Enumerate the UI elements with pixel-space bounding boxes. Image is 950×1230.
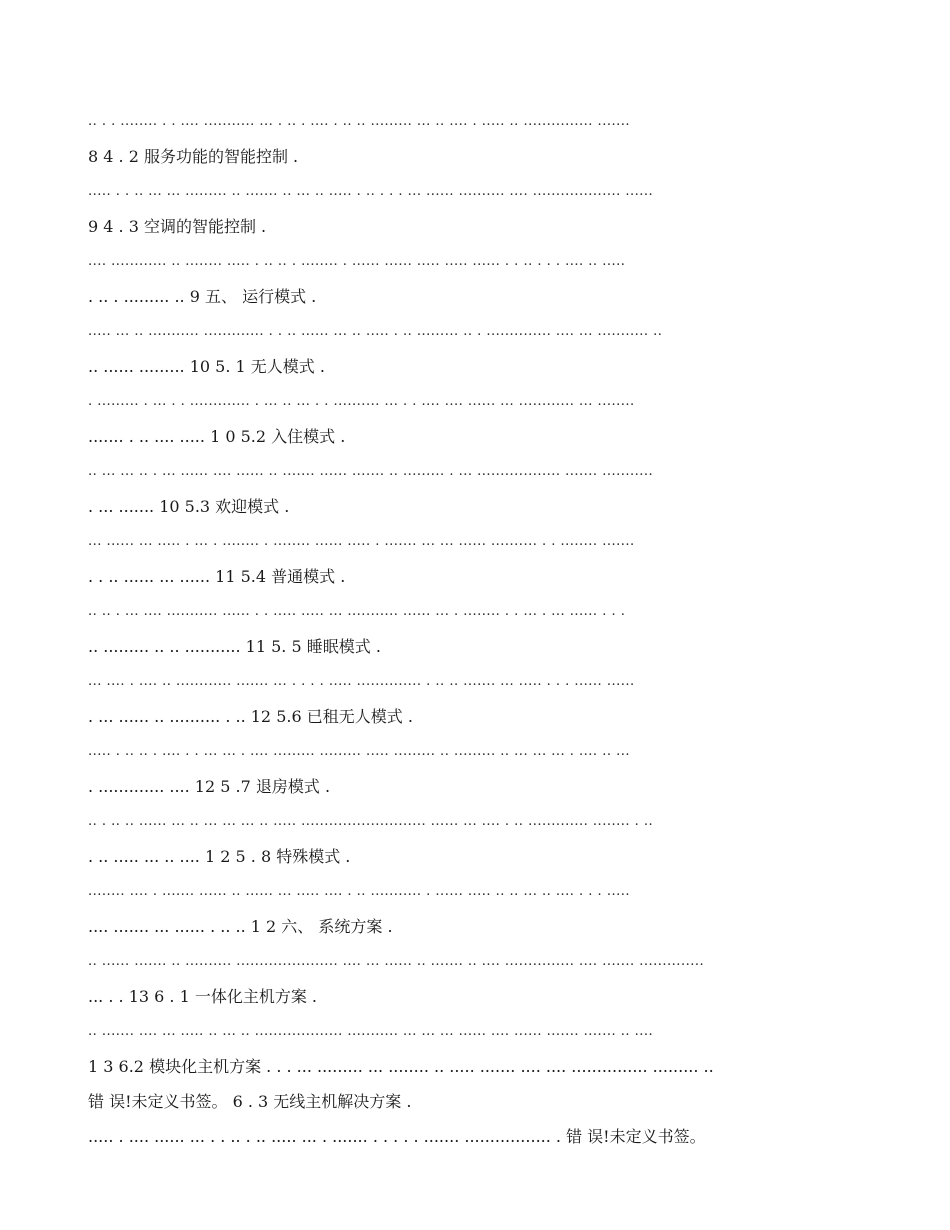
toc-entry: . .. . ......... .. 9 五、 运行模式 .: [88, 287, 317, 306]
toc-entry: ... . . 13 6 . 1 一体化主机方案 .: [88, 987, 318, 1006]
toc-entry: . ............. .... 12 5 .7 退房模式 .: [88, 777, 331, 796]
toc-leader-line: .... ............ .. ........ ..... . .. .. . ........ . ...... ...... ..... ..... ...... . . .. . . . .... .. .....: [88, 254, 626, 269]
toc-leader-line: ... ...... ... ..... . ... . ........ . ........ ...... ..... . ....... ... ... ...... .......... . . ........ .......: [88, 534, 635, 549]
toc-entry: 9 4 . 3 空调的智能控制 .: [88, 217, 267, 236]
toc-leader-line: ........ .... . ....... ...... .. ...... ... ..... .... . .. ........... . ...... ..... .. .. ... .. .... . . . .....: [88, 884, 630, 899]
toc-leader-line: .. . . ........ . . .... ........... ... . .. . .... . .. .. ......... ... .. .... . ..... .. ............... .......: [88, 114, 630, 129]
toc-leader-line: ..... ... .. ........... ............. . . .. ...... ... .. ..... . .. ......... .. . .............. .... ... ........... ..: [88, 324, 663, 339]
toc-leader-line: .. .. . ... .... ........... ...... . . ..... ..... ... ........... ...... ... . ........ . . ... . ... ...... . . .: [88, 604, 626, 619]
toc-leader-line: . ......... . ... . . ............. . ... .. ... . . .......... ... . . .... .... ...... ... ............ ... ........: [88, 394, 635, 409]
toc-leader-line: ..... . .. .. . .... . . ... ... . .... ......... ......... ..... ......... .. ......... .. ... ... ... . .... .. ...: [88, 744, 630, 759]
toc-leader-line: ... .... . .... .. ............ ....... ... . . . . ..... .............. . .. .. ....... ... ..... . . . ...... ......: [88, 674, 635, 689]
toc-entry: . .. ..... ... .. .... 1 2 5 . 8 特殊模式 .: [88, 847, 351, 866]
toc-leader-line: .. ....... .... ... ..... .. ... .. ................... ........... ... ... ... ...... .... ...... ....... ....... .. ....: [88, 1024, 654, 1039]
toc-entry: 8 4 . 2 服务功能的智能控制 .: [88, 147, 299, 166]
toc-entry: .... ....... ... ...... . .. .. 1 2 六、 系统方案 .: [88, 917, 393, 936]
toc-leader-line: .. ... ... .. . ... ...... .... ...... .. ....... ...... ....... .. ......... . ... .................. ....... ...........: [88, 464, 654, 479]
toc-entry: ....... . .. .... ..... 1 0 5.2 入住模式 .: [88, 427, 346, 446]
toc-entry: . . .. ...... ... ...... 11 5.4 普通模式 .: [88, 567, 346, 586]
toc-leader-line: .. . .. .. ...... ... .. ... ... ... .. ..... ........................... ...... ... .... . .. ............. ........ . ..: [88, 814, 654, 829]
toc-entry: 错 误!未定义书签。 6 . 3 无线主机解决方案 .: [88, 1092, 412, 1111]
toc-entry: 1 3 6.2 模块化主机方案 . . . ... ......... ... ........ .. ..... ....... .... .... ............... ......... ..: [88, 1057, 714, 1076]
toc-leader-line: .. ...... ....... .. .......... ...................... .... ... ...... .. ....... .. .... ............... .... ....... ..............: [88, 954, 705, 969]
table-of-contents: [88, 104, 868, 1154]
toc-entry: . ... ....... 10 5.3 欢迎模式 .: [88, 497, 290, 516]
toc-entry: .. ...... ......... 10 5. 1 无人模式 .: [88, 357, 325, 376]
toc-entry: ..... . .... ...... ... . . .. . .. ..... ... . ....... . . . . . ....... ................. . 错 误!未定义书签。: [88, 1127, 706, 1146]
toc-leader-line: ..... . . .. ... ... ......... .. ....... .. ... .. ..... . .. . . . ... ...... .......... .... ................... ......: [88, 184, 654, 199]
toc-entry: .. ......... .. .. ........... 11 5. 5 睡眠模式 .: [88, 637, 381, 656]
toc-entry: . ... ...... .. .......... . .. 12 5.6 已租无人模式 .: [88, 707, 413, 726]
